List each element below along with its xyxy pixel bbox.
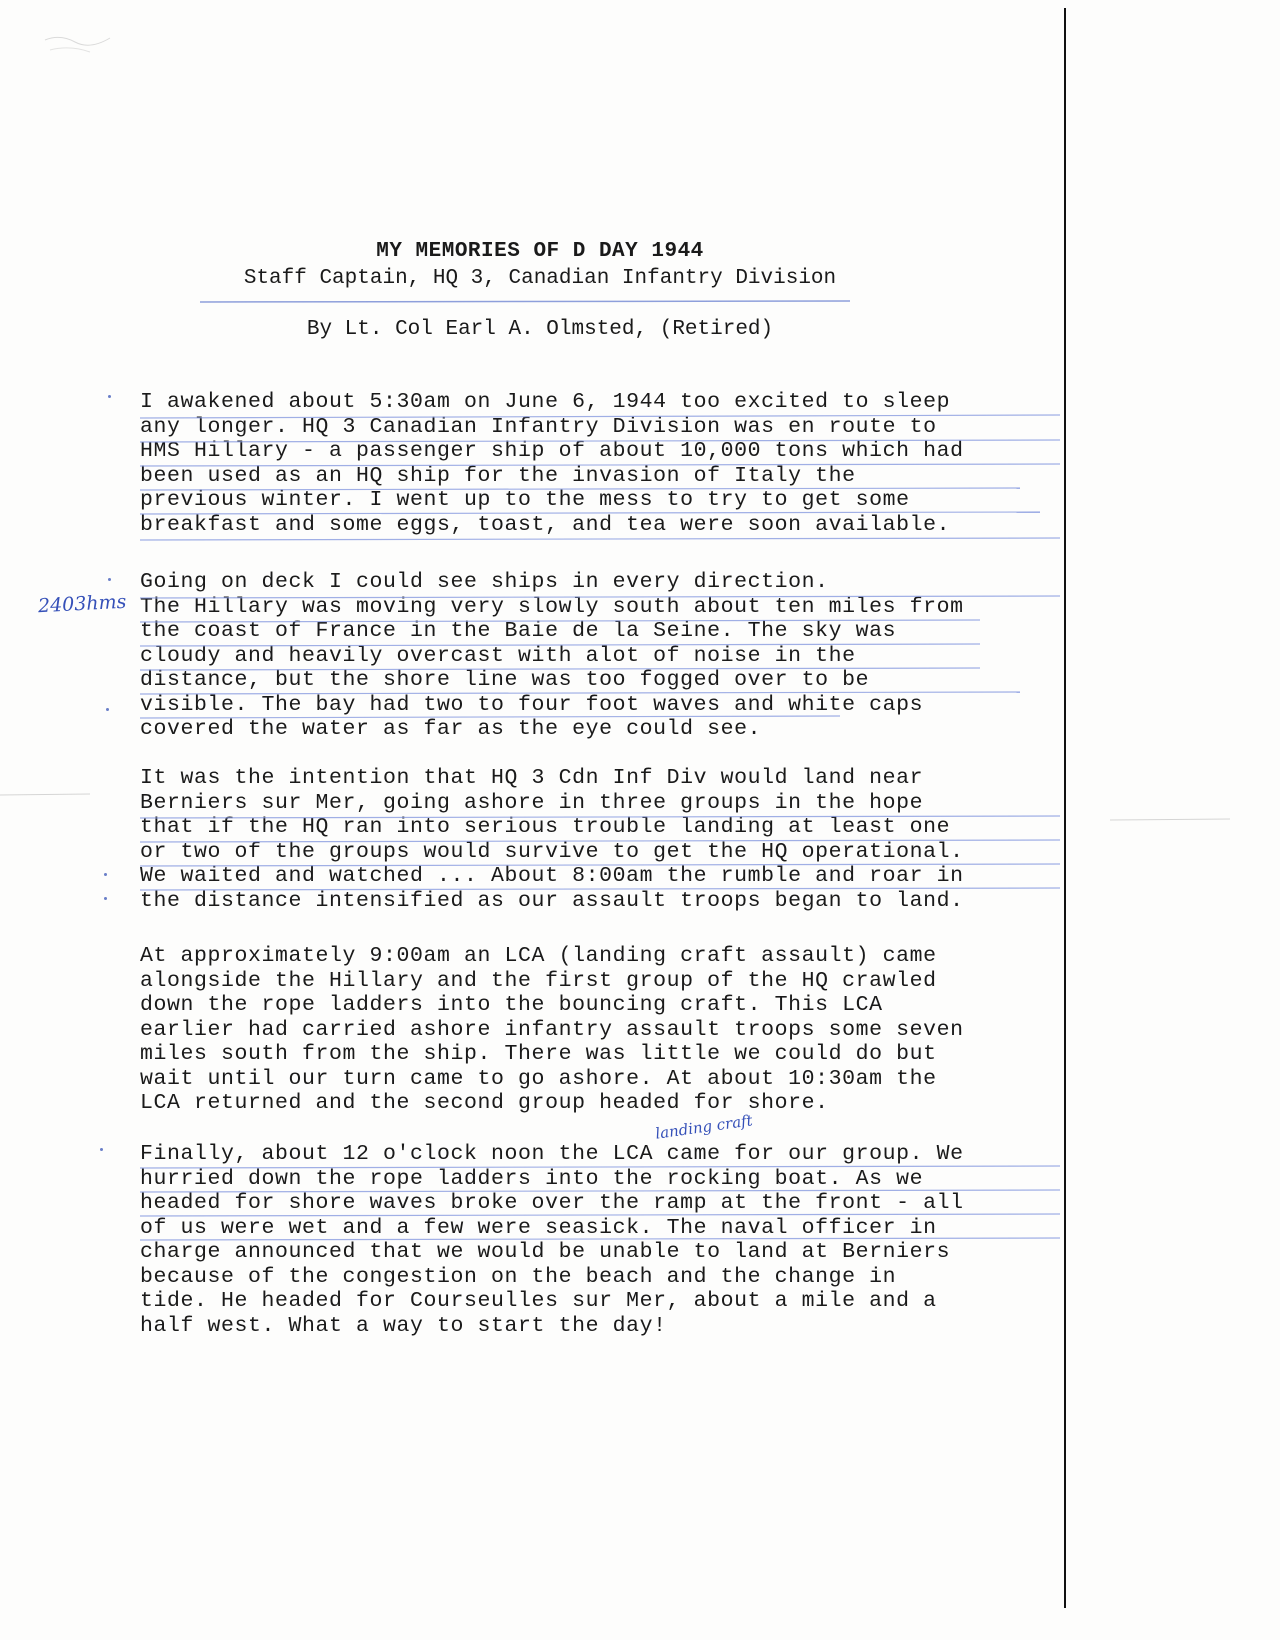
paragraph-4: At approximately 9:00am an LCA (landing craft assault) came alongside the Hillary and the first group of the HQ crawled down the rope ladders into the bouncing craft. This LCA earlier had carried ashore infantry assault troops some seven miles south from the ship. There was little we could do but wait until our turn came to go ashore. At about 10:30am the LCA returned and the second group headed for shore. <box>140 944 964 1115</box>
document-subtitle: Staff Captain, HQ 3, Canadian Infantry Division <box>243 267 837 290</box>
margin-handwritten-note: 2403hms <box>37 590 127 618</box>
margin-mark <box>108 578 111 581</box>
document-title: MY MEMORIES OF D DAY 1944 <box>376 240 704 263</box>
handwritten-insertion: landing craft <box>654 1111 754 1143</box>
document-byline: By Lt. Col Earl A. Olmsted, (Retired) <box>306 318 774 341</box>
paragraph-2: Going on deck I could see ships in every direction. The Hillary was moving very slowly south about ten miles from the coast of France in the Baie de la Seine. The sky was cloudy and heavily overcast with alot of noise in the distance, but the shore line was too fogged over to be visible. The bay had two to four foot waves and white caps covered the water as far as the eye could see. <box>140 570 964 741</box>
paragraph-5: Finally, about 12 o'clock noon the LCA came for our group. We hurried down the rope ladders into the rocking boat. As we headed for shore waves broke over the ramp at the front - all of us were wet and a few were seasick. The naval officer in charge announced that we would be unable to land at Berniers because of the congestion on the beach and the change in tide. He headed for Courseulles sur Mer, about a mile and a half west. What a way to start the day! <box>140 1142 964 1338</box>
margin-mark <box>108 395 111 398</box>
margin-mark <box>104 897 107 900</box>
margin-mark <box>106 708 109 711</box>
subtitle-underline <box>200 300 850 304</box>
scan-smudge <box>40 30 130 60</box>
paragraph-3: It was the intention that HQ 3 Cdn Inf Div would land near Berniers sur Mer, going ashore in three groups in the hope that if the HQ ran into serious trouble landing at least one or two of the groups would survive to get the HQ operational. We waited and watched ... About 8:00am the rumble and roar in the distance intensified as our assault troops began to land. <box>140 766 964 913</box>
paragraph-1: I awakened about 5:30am on June 6, 1944 too excited to sleep any longer. HQ 3 Canadian Infantry Division was en route to HMS Hillary - a passenger ship of about 10,000 tons which had been used as an HQ ship for the invasion of Italy the previous winter. I went up to the mess to try to get some breakfast and some eggs, toast, and tea were soon available. <box>140 390 964 537</box>
margin-mark <box>104 873 107 876</box>
margin-mark <box>100 1148 103 1151</box>
